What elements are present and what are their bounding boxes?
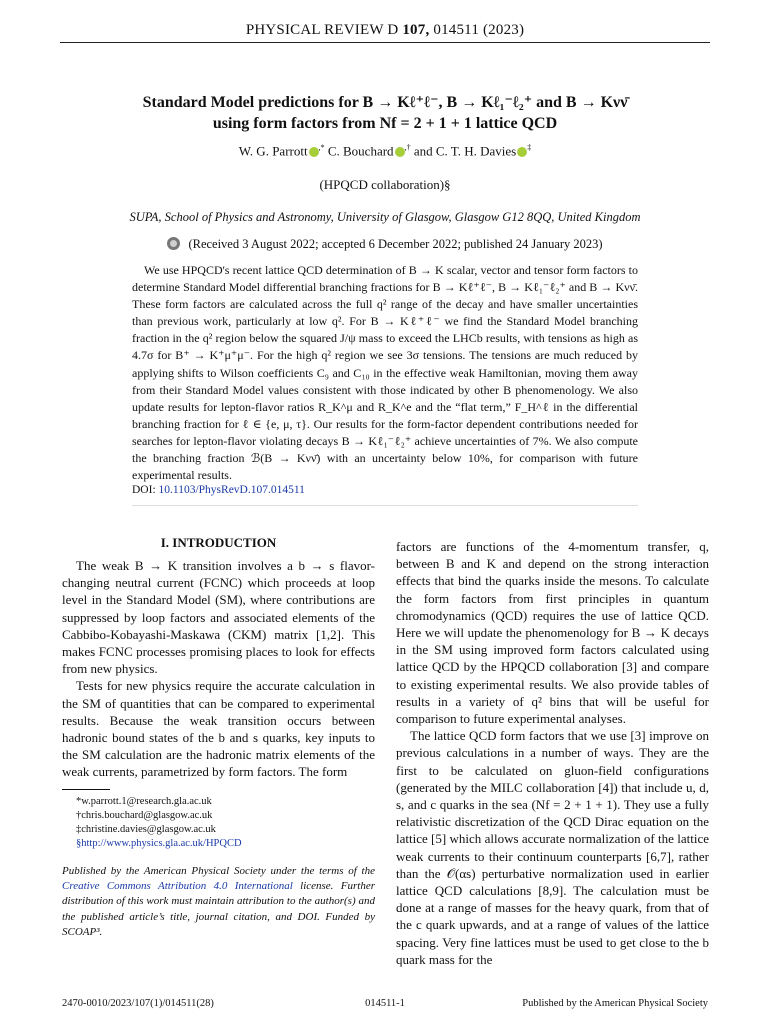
author-davies[interactable]: C. T. H. Davies [435,143,517,159]
abstract [132,262,638,484]
received-dates [0,237,770,252]
author-mark: ,† [404,143,411,152]
paragraph: The weak B → K transition involves a b → s flavor-changing neutral current (FCNC) which proceeds at loop level in the Standard Model (SM), where contributions are suppressed by loop factors and associated elements of the Cabbibo-Kobayashi-Maskawa (CKM) matrix [1,2]. This makes FCNC processes promising places to look for effects from new physics. [62,558,375,677]
section-heading: I. INTRODUCTION [160,535,277,550]
paragraph: The lattice QCD form factors that we use [3] improve on previous calculations in a number of ways. They are the first to be calculated on gluon-field configurations (generated by the MILC collaboration [4]) that include u, d, s, and c quarks in the sea (Nf = 2 + 1 + 1). They use a fully relativistic discretization of the QCD Dirac equation on the lattice [5] which allows accurate normalization of the lattice weak currents to their continuum counterparts [6,7], rather than the 𝒪(αs) perturbative normalization used in earlier lattice QCD calculations [8,9]. The calculation must be done at a range of masses for the heavy quark, from that of the c quark upwards, and at a range of values of the lattice spacing. Very fine lattices must be used to get close to the b quark mass for the [396,728,709,967]
check-for-updates-icon[interactable] [167,237,180,250]
footnote-url[interactable] [62,837,375,851]
title-line-2: using form factors from Nf = 2 + 1 + 1 lattice QCD [212,115,558,132]
author-list [0,143,770,159]
article-number: 014511 (2023) [433,22,525,38]
author-separator: and [413,143,433,159]
footnotes [62,795,375,851]
footer-issn: 2470-0010/2023/107(1)/014511(28) [62,998,214,1009]
doi-link[interactable]: 10.1103/PhysRevD.107.014511 [158,484,305,496]
footer-publisher: Published by the American Physical Society [522,998,708,1009]
running-header [0,22,770,39]
footnote-rule [62,789,110,790]
author-mark: ‡ [527,143,532,152]
abstract-text: We use HPQCD's recent lattice QCD determination of B → K scalar, vector and tensor form factors to determine Standard Model differential branching fractions for B → Kℓ⁺ℓ⁻, B → Kℓ₁⁻ℓ₂⁺ and B → Kνν̄. These form factors are calculated across the full q² range of the decay and have smaller uncertainties than previous work, particularly at low q². For B → Kℓ⁺ℓ⁻ we find the Standard Model branching fraction in the q² region below the squared J/ψ mass to exceed the LHCb results, with tensions as high as 4.7σ for B⁺ → K⁺μ⁺μ⁻. For the high q² region we see 3σ tensions. The tensions are much reduced by applying shifts to Wilson coefficients C₉ and C₁₀ in the effective weak Hamiltonian, moving them away from their Standard Model values consistent with those indicated by other B phenomenology. We also update results for lepton-flavor ratios R_K^μ and R_K^e and the “flat term,” F_H^ℓ in the differential branching fraction for ℓ ∈ {e, μ, τ}. Our results for the form-factor dependent contributions needed for searches for lepton-flavor violating decays B → Kℓ₁⁻ℓ₂⁺ achieve uncertainties of 7%. We also compute the branching fraction ℬ(B → Kνν̄) with an uncertainty below 10%, for comparison with future experimental results. [132,263,638,483]
license-text: Published by the American Physical Society under the terms of the [62,865,375,877]
orcid-icon[interactable] [517,147,527,157]
left-column [62,557,375,781]
journal-volume: 107, [402,22,430,38]
footer-page-number: 014511-1 [365,998,405,1009]
orcid-icon[interactable] [309,147,319,157]
collaboration: (HPQCD collaboration)§ [319,177,451,192]
hpqcd-link[interactable]: §http://www.physics.gla.ac.uk/HPQCD [76,837,242,849]
paragraph: factors are functions of the 4-momentum transfer, q, between B and K and depend on the strong interaction effects that bind the quarks inside the mesons. To calculate the form factors from first principles in quantum chromodynamics (QCD) requires the use of lattice QCD. Here we will update the phenomenology for B → K decays in the SM using improved form factors calculated using lattice QCD by the HPQCD collaboration [3] and compare to existing experimental results. We also provide tables of results in a variety of q² bins that will be useful for comparison to future experimental analyses. [396,539,709,727]
right-column [396,538,709,968]
author-bouchard[interactable]: C. Bouchard [327,143,394,159]
orcid-icon[interactable] [395,147,405,157]
paper-title [90,92,680,134]
license-text-2: license. Further distribution of this work must maintain attribution to the author(s) and the published article’s title, journal citation, and DOI. Funded by SCOAP³. [62,880,376,938]
abstract-divider [132,505,638,506]
author-mark: ,* [318,143,325,152]
author-parrott[interactable]: W. G. Parrott [238,143,308,159]
doi-label: DOI: [132,484,156,496]
cc-license-link[interactable]: Creative Commons Attribution 4.0 International [62,880,293,893]
header-rule [60,42,710,43]
title-line-1: Standard Model predictions for B → Kℓ⁺ℓ⁻, B → Kℓ₁⁻ℓ₂⁺ and B → Kνν̄ [142,94,628,111]
license-statement [62,864,375,940]
doi-line [132,484,305,496]
footnote-email[interactable]: †chris.bouchard@glasgow.ac.uk [76,809,213,821]
journal-name: PHYSICAL REVIEW D [245,22,399,38]
paragraph: Tests for new physics require the accurate calculation in the SM of quantities that can be compared to experimental results. Because the weak transition occurs between hadronic bound states of the b and s quarks, key inputs to the SM calculation are the hadronic matrix elements of the weak currents, parametrized by form factors. The form [62,678,375,780]
received-text: (Received 3 August 2022; accepted 6 December 2022; published 24 January 2023) [188,237,603,251]
footnote-email[interactable]: ‡christine.davies@glasgow.ac.uk [76,823,216,835]
affiliation: SUPA, School of Physics and Astronomy, University of Glasgow, Glasgow G12 8QQ, United Kingdom [129,210,641,224]
footnote-email[interactable]: *w.parrott.1@research.gla.ac.uk [76,796,212,807]
